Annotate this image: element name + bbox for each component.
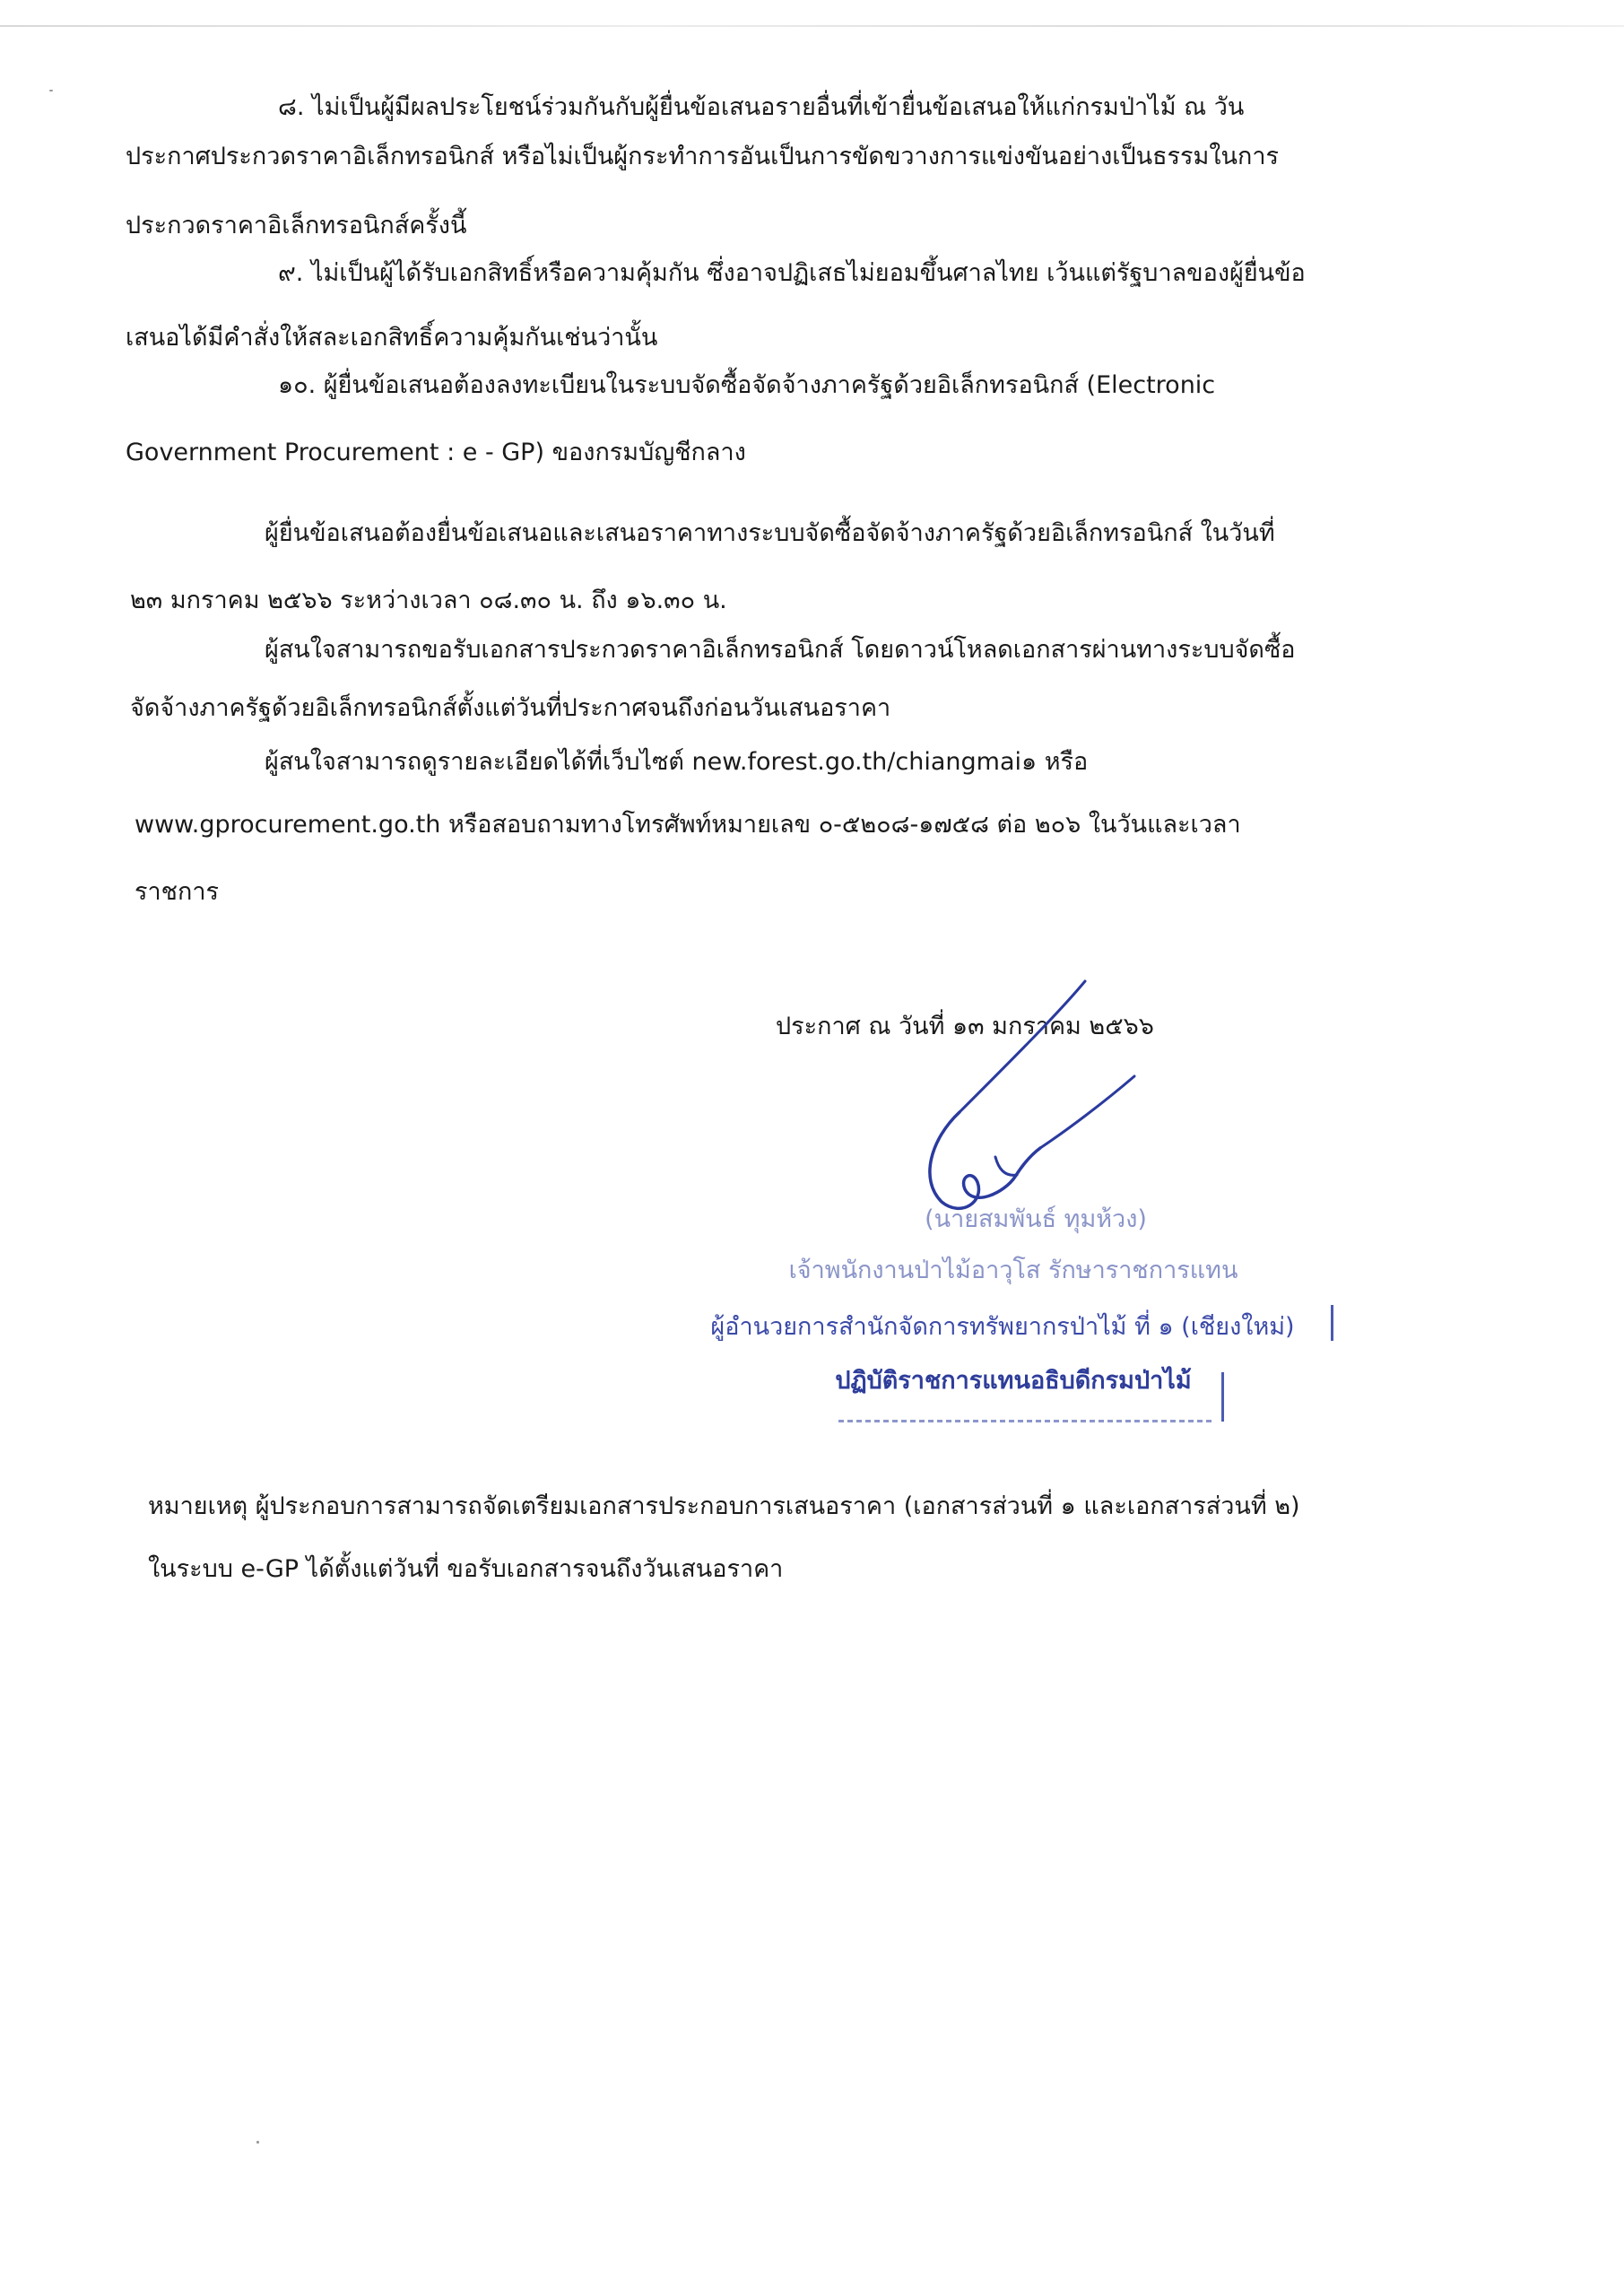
- item-10-line-2: Government Procurement : e - GP) ของกรมบัญชีกลาง: [126, 439, 746, 466]
- stamp-underline: [838, 1420, 1215, 1422]
- item-8-line-3: ประกวดราคาอิเล็กทรอนิกส์ครั้งนี้: [126, 212, 467, 239]
- signatory-title-1: เจ้าพนักงานป่าไม้อาวุโส รักษาราชการแทน: [788, 1257, 1238, 1284]
- signatory-title-2: ผู้อำนวยการสำนักจัดการทรัพยากรป่าไม้ ที่ ๑ (เชียงใหม่): [710, 1313, 1295, 1341]
- contact-line-3: ราชการ: [135, 878, 219, 906]
- scan-speck: [49, 90, 53, 91]
- submission-line-2: ๒๓ มกราคม ๒๕๖๖ ระหว่างเวลา ๐๘.๓๐ น. ถึง ๑๖.๓๐ น.: [130, 587, 727, 614]
- announcement-date: ประกาศ ณ วันที่ ๑๓ มกราคม ๒๕๖๖: [776, 1013, 1154, 1040]
- download-line-2: จัดจ้างภาครัฐด้วยอิเล็กทรอนิกส์ตั้งแต่วันที่ประกาศจนถึงก่อนวันเสนอราคา: [130, 694, 891, 722]
- stamp-bracket: [1318, 1305, 1333, 1341]
- item-9-line-2: เสนอได้มีคำสั่งให้สละเอกสิทธิ์ความคุ้มกันเช่นว่านั้น: [126, 324, 658, 352]
- item-8-line-2: ประกาศประกวดราคาอิเล็กทรอนิกส์ หรือไม่เป็นผู้กระทำการอันเป็นการขัดขวางการแข่งขันอย่างเป็นธรรมในการ: [126, 143, 1280, 170]
- note-line-2: ในระบบ e-GP ได้ตั้งแต่วันที่ ขอรับเอกสารจนถึงวันเสนอราคา: [148, 1555, 784, 1583]
- signatory-title-3: ปฏิบัติราชการแทนอธิบดีกรมป่าไม้: [835, 1367, 1192, 1395]
- stamp-bracket: [1209, 1372, 1224, 1422]
- download-line-1: ผู้สนใจสามารถขอรับเอกสารประกวดราคาอิเล็กทรอนิกส์ โดยดาวน์โหลดเอกสารผ่านทางระบบจัดซื้อ: [265, 636, 1296, 664]
- contact-line-1: ผู้สนใจสามารถดูรายละเอียดได้ที่เว็บไซต์ new.forest.go.th/chiangmai๑ หรือ: [265, 748, 1089, 776]
- scan-top-edge: [0, 25, 1624, 27]
- signature-image: [906, 978, 1175, 1229]
- submission-line-1: ผู้ยื่นข้อเสนอต้องยื่นข้อเสนอและเสนอราคาทางระบบจัดซื้อจัดจ้างภาครัฐด้วยอิเล็กทรอนิกส์ ในวันที่: [265, 519, 1275, 547]
- item-10-line-1: ๑๐. ผู้ยื่นข้อเสนอต้องลงทะเบียนในระบบจัดซื้อจัดจ้างภาครัฐด้วยอิเล็กทรอนิกส์ (Electronic: [278, 371, 1216, 399]
- contact-line-2: www.gprocurement.go.th หรือสอบถามทางโทรศัพท์หมายเลข ๐-๕๒๐๘-๑๗๕๘ ต่อ ๒๐๖ ในวันและเวลา: [135, 811, 1241, 839]
- scan-speck: [256, 2141, 259, 2144]
- note-line-1: หมายเหตุ ผู้ประกอบการสามารถจัดเตรียมเอกสารประกอบการเสนอราคา (เอกสารส่วนที่ ๑ และเอกสารส่วนที่ ๒): [148, 1492, 1300, 1520]
- item-8-line-1: ๘. ไม่เป็นผู้มีผลประโยชน์ร่วมกันกับผู้ยื่นข้อเสนอรายอื่นที่เข้ายื่นข้อเสนอให้แก่กรมป่าไม้ ณ วัน: [278, 93, 1245, 121]
- signatory-name: (นายสมพันธ์ ทุมห้วง): [925, 1205, 1147, 1233]
- item-9-line-1: ๙. ไม่เป็นผู้ได้รับเอกสิทธิ์หรือความคุ้มกัน ซึ่งอาจปฏิเสธไม่ยอมขึ้นศาลไทย เว้นแต่รัฐบาลของผู้ยื่นข้อ: [278, 259, 1306, 287]
